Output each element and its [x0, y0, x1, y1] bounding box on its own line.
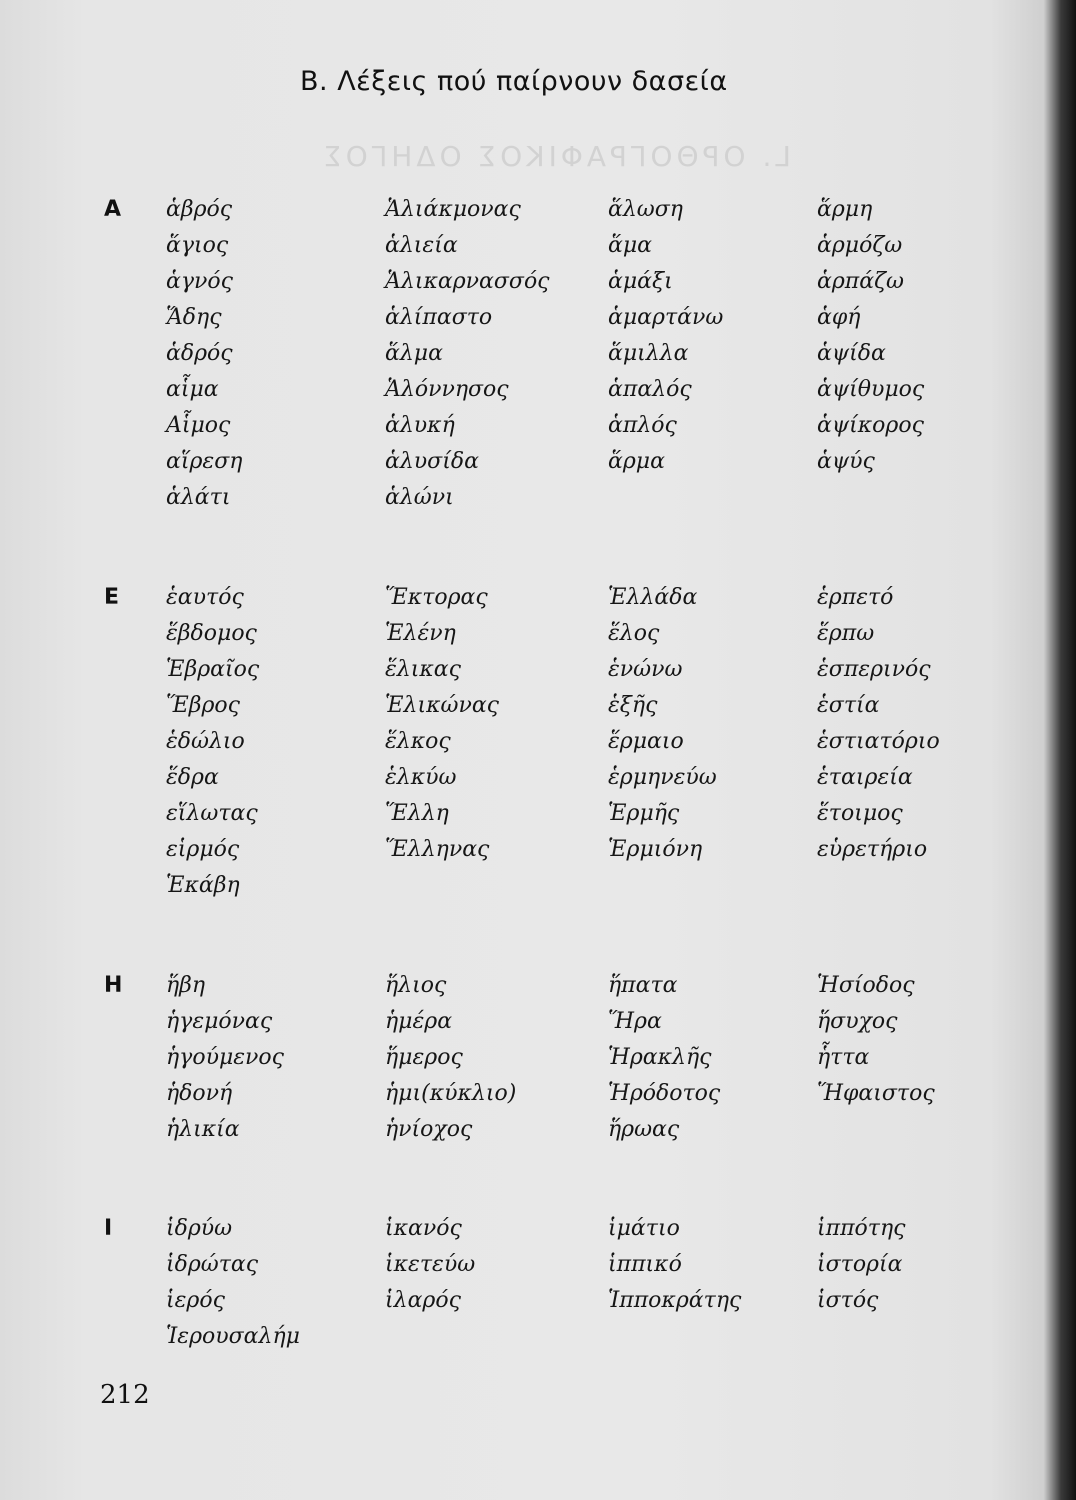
- word-entry: ἅγιος: [166, 233, 229, 258]
- word-entry: ἑξῆς: [608, 693, 658, 718]
- word-entry: ἑσπερινός: [817, 657, 931, 682]
- word-entry: ἡμι(κύκλιο): [385, 1081, 517, 1106]
- word-entry: Ἥρα: [608, 1009, 662, 1034]
- word-entry: ἱλαρός: [385, 1288, 461, 1313]
- word-column: [166, 192, 242, 516]
- word-entry: ἁλιεία: [385, 233, 458, 258]
- word-entry: ἡλικία: [166, 1117, 240, 1142]
- word-entry: Αἷμος: [166, 413, 231, 438]
- word-entry: ἁλάτι: [166, 485, 231, 510]
- word-entry: ἅρμη: [817, 197, 873, 222]
- page-number: 212: [100, 1380, 150, 1410]
- word-entry: ἑνώνω: [608, 657, 683, 682]
- word-entry: Ἑλλάδα: [608, 585, 698, 610]
- word-entry: ἅμιλλα: [608, 341, 689, 366]
- word-entry: ἁλυσίδα: [385, 449, 479, 474]
- word-entry: ἕλικας: [385, 657, 461, 682]
- word-entry: ἱστός: [817, 1288, 879, 1313]
- word-entry: ἁρμόζω: [817, 233, 903, 258]
- word-entry: ἥμερος: [385, 1045, 463, 1070]
- word-entry: ἥλιος: [385, 973, 447, 998]
- word-entry: Ἁλικαρνασσός: [385, 269, 550, 294]
- word-column: [608, 580, 717, 868]
- word-entry: Ἁλόννησος: [385, 377, 509, 402]
- word-entry: Ἡρακλῆς: [608, 1045, 712, 1070]
- word-entry: ἧττα: [817, 1045, 870, 1070]
- word-entry: ἕρπω: [817, 621, 875, 646]
- word-entry: ἕτοιμος: [817, 801, 903, 826]
- word-entry: ἁψίδα: [817, 341, 886, 366]
- word-entry: ἱππότης: [817, 1216, 906, 1241]
- word-entry: ἑλκύω: [385, 765, 457, 790]
- word-entry: ἁπαλός: [608, 377, 692, 402]
- word-entry: ἡδονή: [166, 1081, 233, 1106]
- word-entry: Ἕλλη: [385, 801, 449, 826]
- word-entry: ἑρμηνεύω: [608, 765, 717, 790]
- word-entry: Ἡσίοδος: [817, 973, 915, 998]
- word-entry: ἁλυκή: [385, 413, 455, 438]
- show-through-text: L. ΟΡΘΟΓΡΑΦΙΚΟΣ ΟΔΗΓΟΣ: [320, 140, 791, 173]
- word-entry: ἅρμα: [608, 449, 665, 474]
- word-entry: Ἱερουσαλήμ: [166, 1324, 300, 1349]
- word-column: [166, 968, 284, 1148]
- word-entry: Ἕβρος: [166, 693, 240, 718]
- word-entry: ἕλκος: [385, 729, 451, 754]
- word-column: [385, 1211, 475, 1319]
- word-entry: ἁλίπαστο: [385, 305, 493, 330]
- word-entry: ἅλμα: [385, 341, 443, 366]
- word-entry: Ἑκάβη: [166, 873, 240, 898]
- word-entry: Ἥφαιστος: [817, 1081, 935, 1106]
- word-entry: ἱππικό: [608, 1252, 682, 1277]
- word-entry: ἁδρός: [166, 341, 233, 366]
- word-column: [608, 192, 723, 480]
- word-entry: ἥσυχος: [817, 1009, 898, 1034]
- section-letter: Ι: [104, 1216, 113, 1241]
- word-entry: ἁρπάζω: [817, 269, 904, 294]
- word-entry: Ἑλικώνας: [385, 693, 499, 718]
- word-entry: ἡνίοχος: [385, 1117, 473, 1142]
- word-entry: ἡγεμόνας: [166, 1009, 273, 1034]
- word-entry: ἕρμαιο: [608, 729, 684, 754]
- word-entry: εἵλωτας: [166, 801, 258, 826]
- word-entry: Ἡρόδοτος: [608, 1081, 721, 1106]
- section-letter: Η: [104, 973, 123, 998]
- word-entry: ἥρωας: [608, 1117, 680, 1142]
- word-entry: ἅλωση: [608, 197, 683, 222]
- word-entry: ἱστορία: [817, 1252, 903, 1277]
- word-entry: Ἱπποκράτης: [608, 1288, 742, 1313]
- word-entry: Ἅδης: [166, 305, 222, 330]
- word-entry: ἁβρός: [166, 197, 233, 222]
- word-entry: ἅμα: [608, 233, 653, 258]
- word-entry: ἁψίθυμος: [817, 377, 925, 402]
- word-entry: ἥβη: [166, 973, 206, 998]
- word-entry: ἱερός: [166, 1288, 225, 1313]
- word-entry: ἱδρώτας: [166, 1252, 259, 1277]
- word-entry: ἕδρα: [166, 765, 219, 790]
- word-column: [817, 580, 940, 868]
- word-column: [385, 968, 516, 1148]
- word-entry: ἑρπετό: [817, 585, 894, 610]
- word-entry: Ἑβραῖος: [166, 657, 260, 682]
- word-column: [166, 1211, 300, 1355]
- word-entry: Ἑλένη: [385, 621, 456, 646]
- word-entry: ἁμάξι: [608, 269, 673, 294]
- word-entry: ἡγούμενος: [166, 1045, 284, 1070]
- word-entry: ἕλος: [608, 621, 660, 646]
- word-entry: ἑαυτός: [166, 585, 244, 610]
- word-entry: ἡμέρα: [385, 1009, 453, 1034]
- word-entry: ἥπατα: [608, 973, 678, 998]
- word-entry: ἁγνός: [166, 269, 233, 294]
- section-letter: Α: [104, 197, 122, 222]
- page-title: Β. Λέξεις πού παίρνουν δασεία: [300, 66, 728, 97]
- section-letter: Ε: [104, 585, 120, 610]
- word-entry: ἱμάτιο: [608, 1216, 680, 1241]
- word-entry: ἑστιατόριο: [817, 729, 940, 754]
- word-entry: Ἕκτορας: [385, 585, 488, 610]
- word-entry: αἷμα: [166, 377, 219, 402]
- word-entry: αἵρεση: [166, 449, 243, 474]
- word-entry: εἱρμός: [166, 837, 240, 862]
- word-column: [385, 192, 550, 516]
- word-entry: ἑστία: [817, 693, 880, 718]
- word-entry: ἁφή: [817, 305, 861, 330]
- word-entry: ἑταιρεία: [817, 765, 913, 790]
- word-column: [608, 968, 720, 1148]
- word-entry: ἕβδομος: [166, 621, 257, 646]
- word-entry: ἁμαρτάνω: [608, 305, 724, 330]
- word-entry: ἑδώλιο: [166, 729, 245, 754]
- word-entry: ἁψίκορος: [817, 413, 924, 438]
- word-entry: ἁψύς: [817, 449, 875, 474]
- word-entry: ἱκανός: [385, 1216, 462, 1241]
- word-entry: Ἑρμιόνη: [608, 837, 703, 862]
- word-column: [608, 1211, 741, 1319]
- word-entry: ἁλώνι: [385, 485, 454, 510]
- word-entry: εὑρετήριο: [817, 837, 928, 862]
- word-entry: Ἑρμῆς: [608, 801, 680, 826]
- word-column: [817, 968, 935, 1112]
- word-entry: Ἕλληνας: [385, 837, 490, 862]
- word-column: [817, 192, 924, 480]
- word-column: [817, 1211, 905, 1319]
- word-column: [385, 580, 499, 868]
- word-column: [166, 580, 259, 904]
- word-entry: ἱκετεύω: [385, 1252, 476, 1277]
- word-entry: Ἁλιάκμονας: [385, 197, 521, 222]
- word-entry: ἱδρύω: [166, 1216, 233, 1241]
- word-entry: ἁπλός: [608, 413, 677, 438]
